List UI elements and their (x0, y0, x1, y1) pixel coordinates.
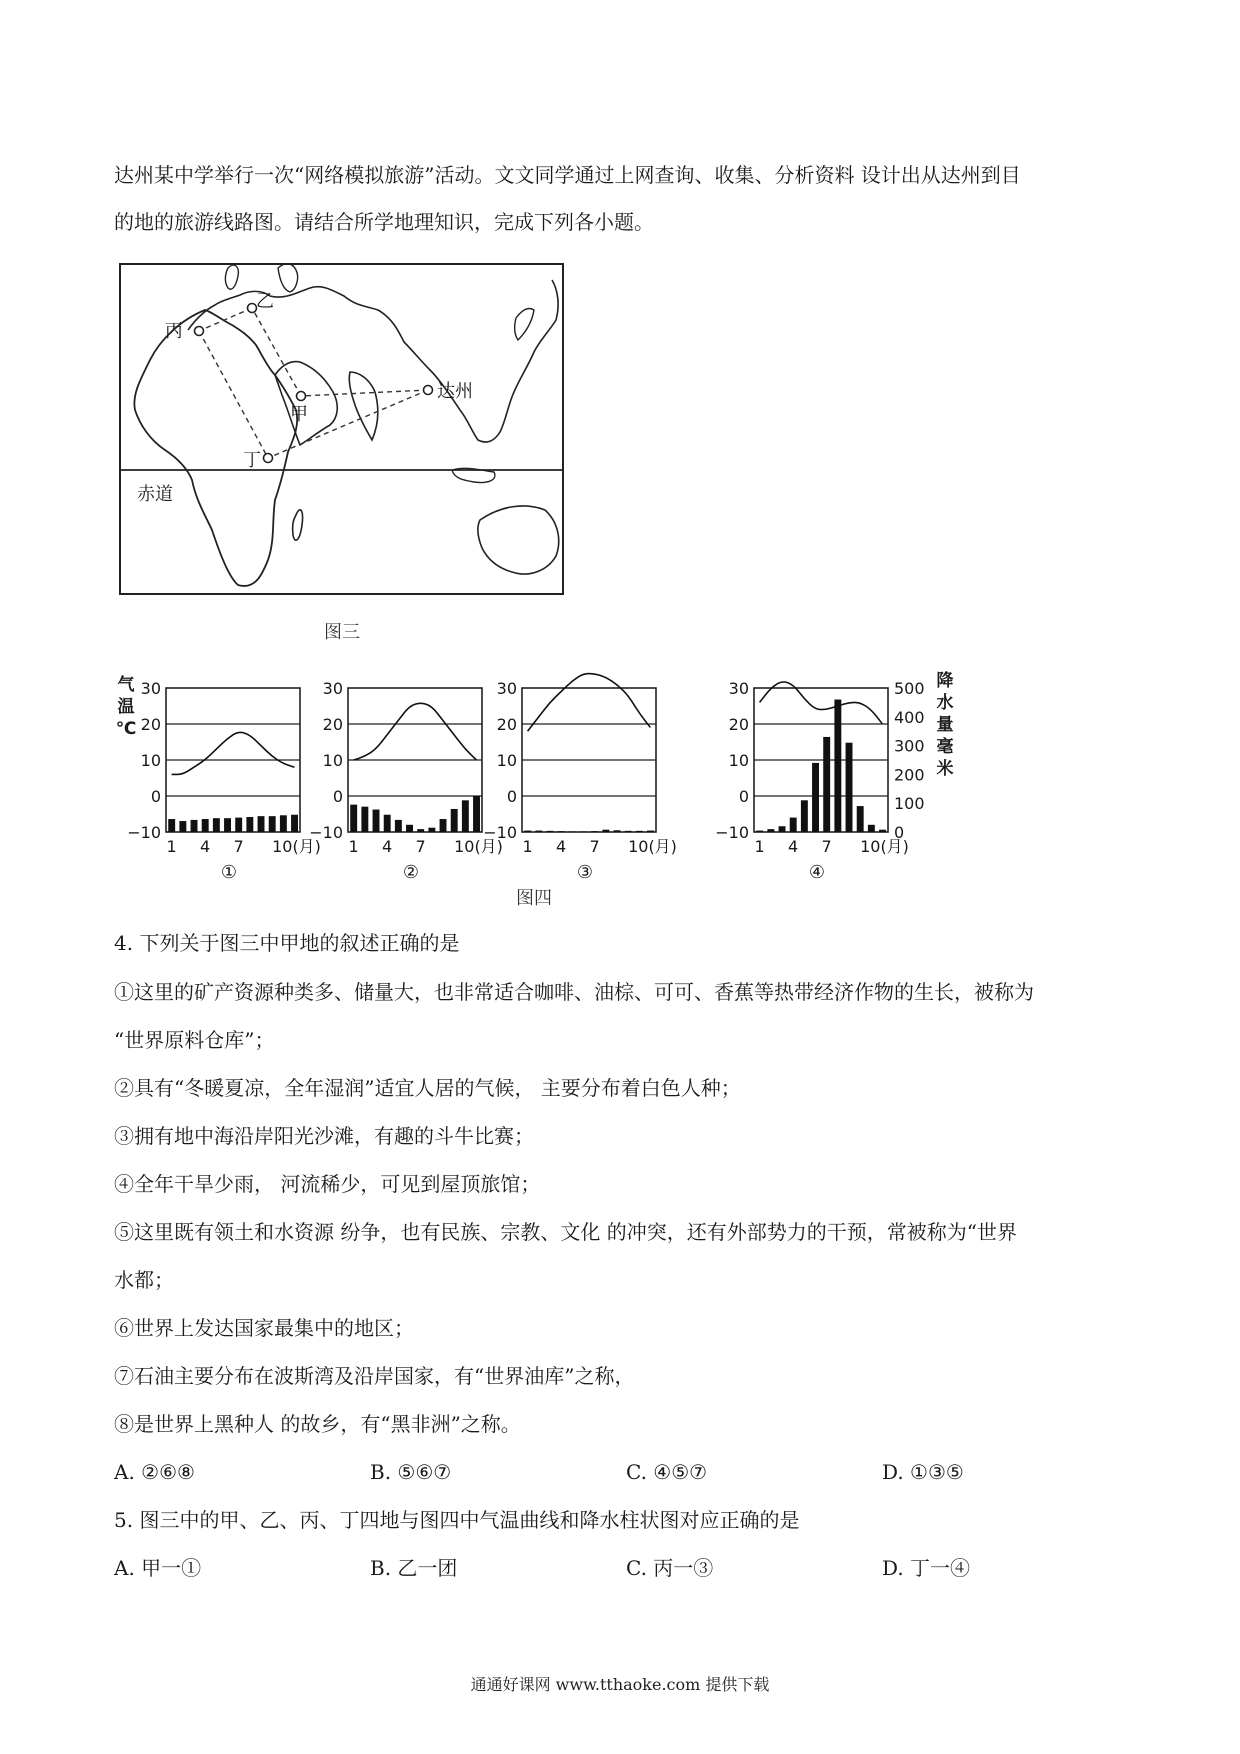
precip-bar (857, 806, 864, 832)
month-tick-label: 4 (555, 837, 567, 856)
month-tick-label: 4 (199, 837, 211, 856)
precip-bar (269, 816, 276, 832)
temp-tick-label: 10 (322, 751, 343, 770)
precip-bar (213, 818, 220, 832)
temperature-axis-label (116, 674, 137, 739)
month-tick-label: 7 (233, 837, 244, 856)
precip-bar (868, 825, 875, 832)
route-map (0, 0, 1240, 600)
temp-tick-label: −10 (715, 823, 749, 842)
temperature-axis-char: 温 (117, 697, 135, 717)
q4-item-4: ④全年干旱少雨， 河流稀少，可见到屋顶旅馆； (114, 1172, 541, 1196)
precip-bar (801, 800, 808, 832)
month-tick-label: 4 (787, 837, 799, 856)
q5-stem: 5. 图三中的甲、乙、丙、丁四地与图四中气温曲线和降水柱状图对应正确的是 (114, 1508, 800, 1532)
q4-option-d[interactable]: D. ①③⑤ (882, 1460, 964, 1484)
japan-outline (515, 308, 534, 340)
point-bing (195, 327, 204, 336)
precipitation-axis-char: 量 (936, 715, 954, 735)
chart-number-label: ② (402, 862, 420, 883)
eurasia-outline (188, 280, 558, 442)
precipitation-axis-char: 毫 (936, 737, 954, 757)
month-tick-label: 4 (381, 837, 393, 856)
month-tick-label: 10(月) (628, 837, 677, 856)
month-tick-label: 10(月) (272, 837, 321, 856)
month-tick-label: 7 (821, 837, 832, 856)
precip-bar (246, 817, 253, 832)
precip-bar (846, 743, 853, 832)
precip-bar (361, 807, 368, 832)
precip-bar (280, 815, 287, 832)
q4-option-a[interactable]: A. ②⑥⑧ (114, 1460, 195, 1484)
q5-option-c[interactable]: C. 丙一③ (626, 1556, 714, 1580)
precip-bar (614, 830, 621, 832)
label-bing: 丙 (165, 321, 183, 342)
precip-bar (350, 805, 357, 832)
q4-item-1a: ①这里的矿产资源种类多、储量大，也非常适合咖啡、油棕、可可、香蕉等热带经济作物的生长，被称为 (114, 980, 1034, 1004)
precip-bar (779, 826, 786, 832)
point-jia (297, 392, 306, 401)
q4-item-7: ⑦石油主要分布在波斯湾及沿岸国家，有“世界油库”之称， (114, 1364, 635, 1388)
temp-tick-label: 10 (496, 751, 517, 770)
india-outline (349, 372, 378, 440)
temp-tick-label: 10 (140, 751, 161, 770)
climate-charts (0, 668, 1240, 908)
precip-tick-label: 500 (894, 679, 925, 698)
q4-item-5a: ⑤这里既有领土和水资源 纷争，也有民族、宗教、文化 的冲突，还有外部势力的干预，常被称为“世界 (114, 1220, 1017, 1244)
precip-bar (834, 700, 841, 832)
precip-bar (558, 831, 565, 832)
australia-outline (478, 506, 559, 574)
precip-bar (179, 821, 186, 832)
temp-tick-label: 10 (728, 751, 749, 770)
precip-tick-label: 100 (894, 794, 925, 814)
precip-bar (417, 829, 424, 832)
temp-tick-label: 0 (332, 787, 343, 806)
temp-tick-label: 20 (728, 715, 749, 734)
precip-bar (625, 831, 632, 832)
precip-bar (473, 796, 480, 832)
precip-bar (823, 737, 830, 832)
temp-tick-label: 30 (728, 679, 749, 698)
temp-tick-label: 20 (496, 715, 517, 734)
precip-bar (647, 831, 654, 832)
precip-bar (580, 831, 587, 832)
temp-tick-label: 20 (322, 715, 343, 734)
temp-tick-label: 0 (738, 787, 749, 806)
precip-bar (879, 830, 886, 832)
precip-bar (602, 830, 609, 832)
temp-tick-label: −10 (309, 823, 343, 842)
precip-bar (235, 818, 242, 832)
figure4-caption: 图四 (516, 888, 552, 909)
precip-tick-label: 200 (894, 765, 925, 785)
month-tick-label: 1 (754, 837, 765, 856)
precip-bar (524, 831, 531, 832)
precip-bar (547, 831, 554, 832)
footer-source: 通通好课网 www.tthaoke.com 提供下载 (470, 1675, 770, 1694)
label-ding: 丁 (243, 450, 261, 471)
precipitation-axis-char: 降 (936, 671, 954, 691)
label-jia: 甲 (290, 404, 308, 425)
intro-line-2: 的地的旅游线路图。请结合所学地理知识，完成下列各小题。 (114, 210, 654, 234)
month-tick-label: 10(月) (860, 837, 909, 856)
intro-line-1: 达州某中学举行一次“网络模拟旅游”活动。文文同学通过上网查询、收集、分析资料 设计出从达州到目 (114, 163, 1021, 187)
month-tick-label: 7 (589, 837, 600, 856)
label-yi: 乙 (256, 291, 274, 312)
q4-item-2: ②具有“冬暖夏凉，全年湿润”适宜人居的气候， 主要分布着白色人种； (114, 1076, 741, 1100)
precip-bar (258, 816, 265, 832)
q4-item-6: ⑥世界上发达国家最集中的地区； (114, 1316, 414, 1340)
temperature-curve (354, 703, 477, 760)
precip-bar (191, 820, 198, 832)
label-equator: 赤道 (137, 484, 173, 505)
point-dazhou (424, 386, 433, 395)
precip-tick-label: 0 (894, 823, 905, 842)
temp-tick-label: −10 (483, 823, 517, 842)
q4-item-5b: 水都； (114, 1268, 174, 1292)
month-tick-label: 7 (415, 837, 426, 856)
precip-bar (591, 831, 598, 832)
climate-chart-3 (483, 674, 677, 883)
madagascar-outline (293, 510, 303, 540)
temp-tick-label: 20 (140, 715, 161, 734)
month-tick-label: 1 (522, 837, 533, 856)
month-tick-label: 10(月) (454, 837, 503, 856)
point-ding (264, 454, 273, 463)
q4-option-c[interactable]: C. ④⑤⑦ (626, 1460, 708, 1484)
temp-tick-label: 0 (150, 787, 161, 806)
q5-option-b[interactable]: B. 乙一团 (370, 1556, 458, 1580)
temperature-curve (528, 674, 651, 732)
precip-bar (224, 818, 231, 832)
precip-bar (812, 763, 819, 832)
q5-option-d[interactable]: D. 丁一④ (882, 1556, 971, 1580)
precip-bar (373, 810, 380, 832)
chart-number-label: ③ (576, 862, 594, 883)
precip-bar (202, 819, 209, 832)
precip-bar (406, 825, 413, 832)
precipitation-axis-char: 米 (936, 759, 954, 779)
precip-bar (168, 819, 175, 832)
precip-bar (756, 831, 763, 832)
q4-item-8: ⑧是世界上黑种人 的故乡，有“黑非洲”之称。 (114, 1412, 521, 1436)
temperature-axis-char: ℃ (115, 719, 137, 739)
british-isles-outline (225, 265, 238, 289)
map-frame (120, 264, 563, 594)
climate-chart-4 (715, 679, 909, 883)
precip-bar (440, 819, 447, 832)
precip-bar (291, 815, 298, 832)
temp-tick-label: 30 (140, 679, 161, 698)
precip-bar (428, 828, 435, 832)
precip-tick-label: 300 (894, 736, 925, 756)
q4-option-b[interactable]: B. ⑤⑥⑦ (370, 1460, 452, 1484)
precip-tick-label: 400 (894, 707, 925, 727)
chart-number-label: ① (220, 862, 238, 883)
q4-stem: 4. 下列关于图三中甲地的叙述正确的是 (114, 931, 460, 955)
climate-chart-2 (309, 679, 503, 883)
africa-outline (134, 310, 297, 586)
precip-bar (451, 809, 458, 832)
climate-chart-1 (127, 679, 321, 883)
figure3-caption: 图三 (324, 622, 360, 643)
precipitation-axis-char: 水 (936, 693, 954, 713)
precipitation-axis-label (937, 670, 954, 779)
precip-bar (395, 820, 402, 832)
precip-bar (462, 800, 469, 832)
precip-bar (569, 831, 576, 832)
month-tick-label: 1 (348, 837, 359, 856)
precip-bar (767, 829, 774, 832)
precip-bar (535, 831, 542, 832)
temperature-curve (172, 732, 295, 774)
precip-bar (636, 831, 643, 832)
label-dazhou: 达州 (437, 381, 473, 402)
temp-tick-label: 30 (496, 679, 517, 698)
scandinavia-outline (278, 264, 298, 292)
month-tick-label: 1 (166, 837, 177, 856)
chart-number-label: ④ (808, 862, 826, 883)
temperature-axis-char: 气 (117, 675, 135, 695)
q4-item-1b: “世界原料仓库”； (114, 1028, 275, 1052)
temp-tick-label: 0 (506, 787, 517, 806)
precip-bar (790, 818, 797, 832)
q4-item-3: ③拥有地中海沿岸阳光沙滩，有趣的斗牛比赛； (114, 1124, 534, 1148)
temp-tick-label: 30 (322, 679, 343, 698)
temp-tick-label: −10 (127, 823, 161, 842)
q5-option-a[interactable]: A. 甲一① (114, 1556, 202, 1580)
precip-bar (384, 815, 391, 832)
